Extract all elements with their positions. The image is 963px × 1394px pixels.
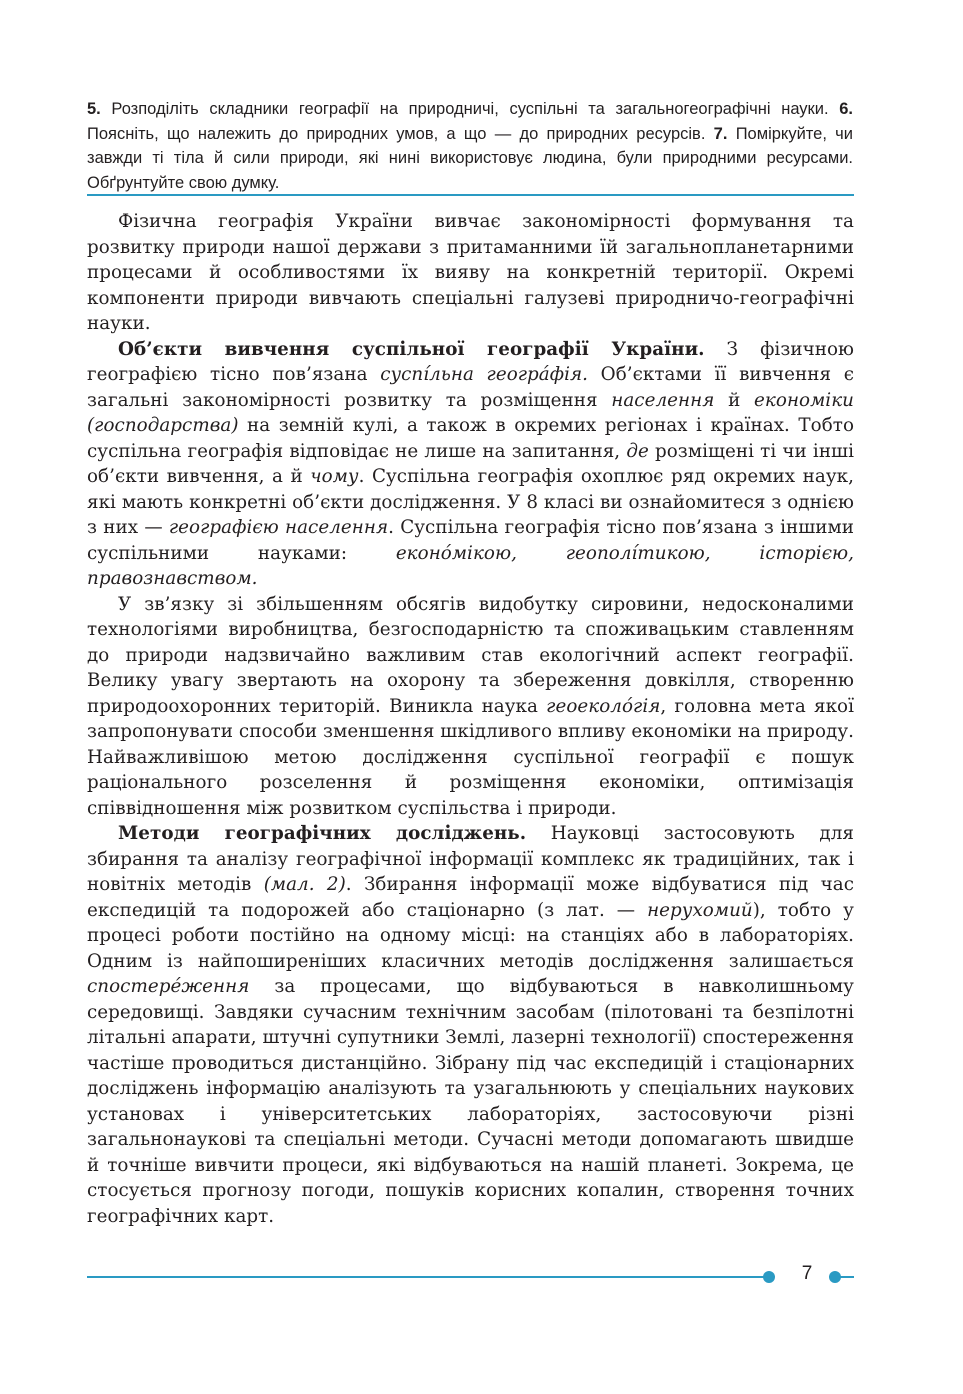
text-run: розміщені ті чи інші об’єкти вивчення, а й [87,440,854,487]
text-run: ), тобто у процесі роботи постійно на одному місці: на станціях або в лабораторіях. Одним із найпоширеніших класичних методів дослідження залишається [87,899,854,972]
text-run: У зв’язку зі збільшенням обсягів видобутку сировини, недосконалими технологіями виробництва, безгосподарністю та споживацьким ставленням до природи надзвичайно важливим став екологічний аспект географії. Велику увагу звертають на охорону та збереження довкілля, створенню природоохоронних територій. Виникла наука [87,593,854,717]
footer-rule [87,1276,767,1278]
term: де [626,440,649,462]
question-6-text: Поясніть, що належить до природних умов, а що — до природних ресурсів. [87,124,714,143]
question-6-number: 6. [839,100,853,118]
paragraph-social-geography [87,337,854,592]
paragraph-research-methods [87,821,854,1229]
question-5-text: Розподіліть складники географії на природничі, суспільні та загальногеографічні науки. [100,100,840,118]
term: чому [310,466,359,487]
paragraph-geoecology [87,592,854,822]
question-7-text: Поміркуйте, чи завжди ті тіла й сили природи, які нині використовує людина, були природними ресурсами. Обґрунтуйте свою думку. [87,124,853,192]
section-heading: Методи географічних досліджень. [118,823,527,844]
term: спостере́ження [87,976,250,997]
main-text [87,209,854,1229]
questions-divider [87,194,854,196]
text-run: З фізичною географією тісно пов’язана [87,338,854,385]
term: геоеколо́гія [546,695,661,717]
paragraph-text: Фізична географія України вивчає закономірності формування та розвитку природи нашої держави з притаманними їй загальнопланетарними процесами й особливостями їх вияву на конкретній території. Окремі компоненти природи вивчають спеціальні галузеві природничо-географічні науки. [87,211,854,334]
text-run: за процесами, що відбуваються в навколишньому середовищі. Завдяки сучасним технічним засобам (пілотовані та безпілотні літальні апарати, штучні супутники Землі, лазерні технології) спостереження частіше проводиться дистанційно. Зібрану під час експедицій і стаціонарних досліджень інформацію аналізують та узагальнюють у спеціальних наукових установах і університетських лабораторіях, застосовуючи різні загальнонаукові та спеціальні методи. Сучасні методи допомагають швидше й точніше вивчити процеси, які відбуваються на нашій планеті. Зокрема, це стосується прогнозу погоди, пошуків корисних копалин, створення точних географічних карт. [87,976,854,1227]
text-run: на земній кулі, а також в окремих регіонах і країнах. Тобто суспільна географія відповідає не лише на запитання, [87,415,854,462]
footer-rule-tail [840,1276,854,1278]
term: економіки (господарства) [87,389,854,436]
text-run: . Суспільна географія охоплює ряд окремих наук, які мають конкретні об’єкти дослідження. У 8 класі ви ознайомитеся з однією з них — [87,466,854,538]
text-run: , головна мета якої запропонувати способи зменшення шкідливого впливу економіки на природу. Найважливішою метою дослідження суспільної географії є пошук раціонального розселення й розміщення економіки, оптимізація співвідношення між розвитком суспільства і природи. [87,695,854,819]
text-run: Об’єктами її вивчення є загальні закономірності розвитку та розміщення [87,364,854,411]
term: географією населення [168,517,389,538]
footer-dot-left-icon [763,1271,775,1283]
text-run: й [714,389,755,411]
text-run: Науковці застосовують для збирання та аналізу географічної інформації комплекс як традиційних, так і новітніх методів [87,823,854,895]
question-5-number: 5. [87,100,101,118]
page-number: 7 [801,1263,813,1284]
question-7-number: 7. [713,124,728,143]
term: суспі́льна геогра́фія. [380,364,589,385]
term: нерухомий [647,899,753,921]
figure-reference: (мал. 2) [263,874,346,895]
term: населення [611,389,715,411]
section-heading: Об’єкти вивчення суспільної географії України. [118,338,705,360]
term: еконо́мікою, геополі́тикою, історією, правознавством. [87,542,854,589]
text-run: . Суспільна географія тісно пов’язана з іншими суспільними науками: [87,517,855,564]
review-questions [87,97,853,195]
text-run: . Збирання інформації може відбуватися під час експедицій та подорожей або стаціонарно (з лат. — [87,874,854,921]
paragraph-physical-geography [87,209,854,337]
